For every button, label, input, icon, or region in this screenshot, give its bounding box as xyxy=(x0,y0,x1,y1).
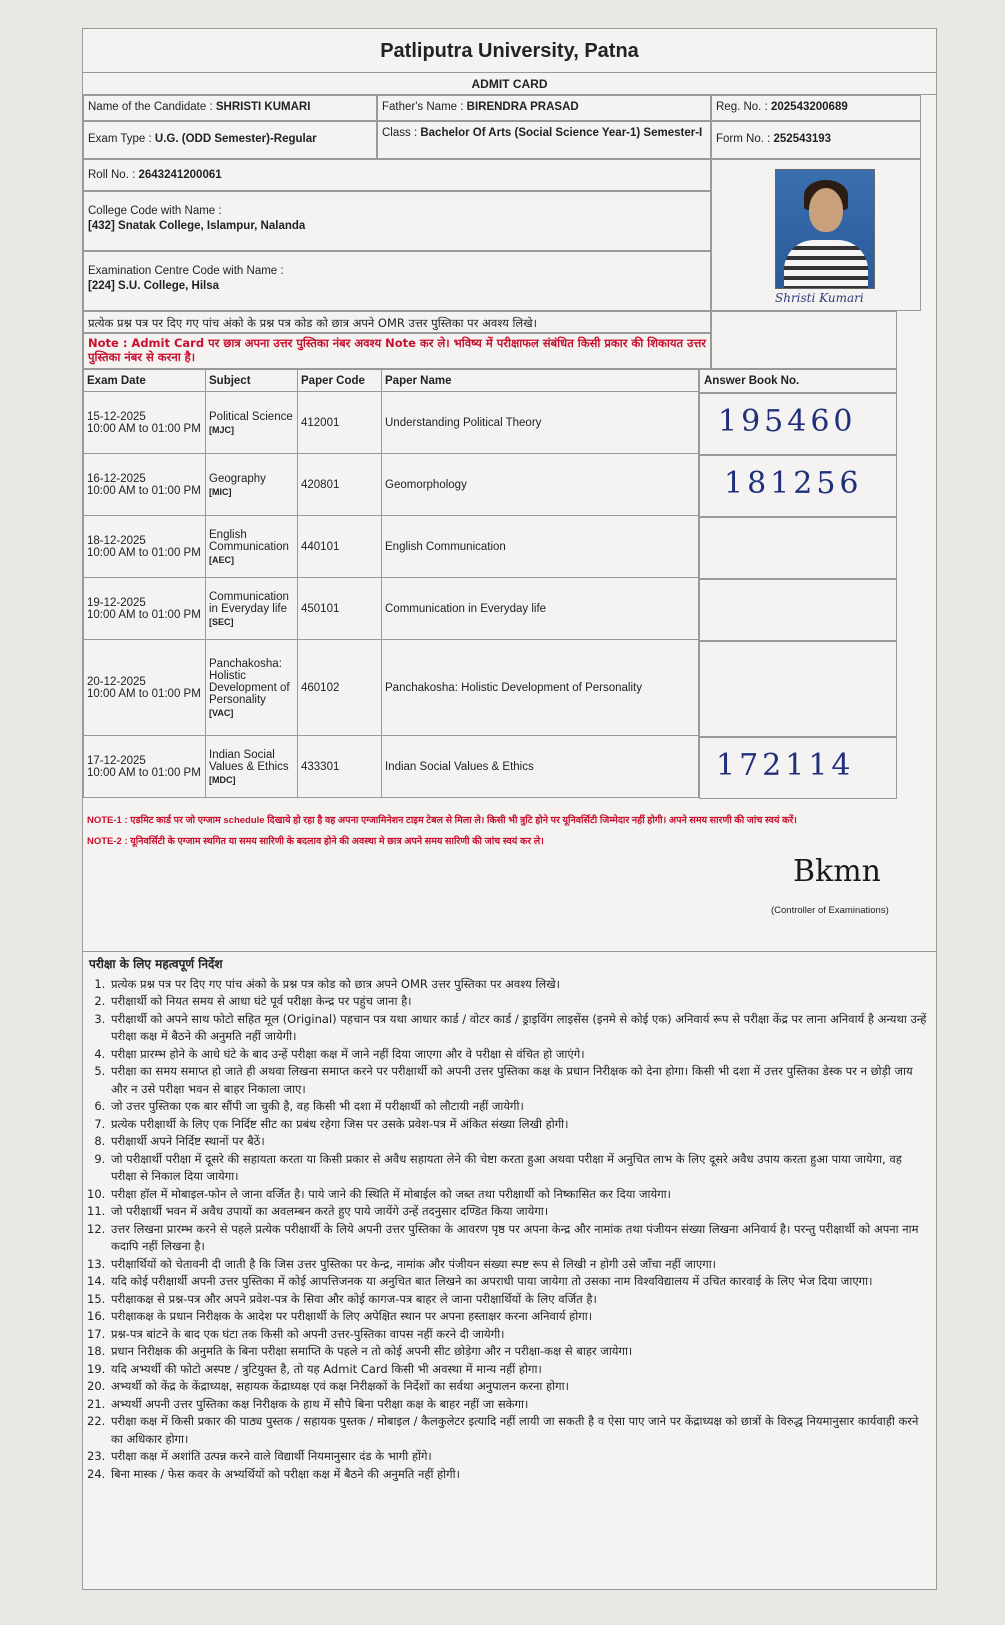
table-header-row xyxy=(84,370,699,392)
centre-name: [224] S.U. College, Hilsa xyxy=(88,280,220,292)
instructions-list xyxy=(89,976,930,1484)
father-name: BIRENDRA PRASAD xyxy=(466,101,579,113)
centre-label: Examination Centre Code with Name : xyxy=(88,265,284,277)
exam-type-label: Exam Type : xyxy=(88,133,152,145)
list-item: 11. जो परीक्षार्थी भवन में अवैध उपायों का अवलम्बन करते हुए पाये जायेंगे उन्हें तदनुसार दण्डित किया जायेगा। xyxy=(109,1203,930,1221)
exam-date: 15-12-2025 10:00 AM to 01:00 PM xyxy=(84,392,206,454)
controller-label: (Controller of Examinations) xyxy=(771,905,889,916)
paper-name: Panchakosha: Holistic Development of Personality xyxy=(382,640,699,736)
candidate-name: SHRISTI KUMARI xyxy=(215,101,311,113)
paper-code: 420801 xyxy=(298,454,382,516)
reg-no-cell xyxy=(711,95,921,121)
university-title: Patliputra University, Patna xyxy=(83,29,936,73)
list-item: 6. जो उत्तर पुस्तिका एक बार सौंपी जा चुकी है, वह किसी भी दशा में परीक्षार्थी को लौटायी नहीं जायेगी। xyxy=(109,1098,930,1116)
header-paper-code: Paper Code xyxy=(298,370,382,392)
list-item: 17. प्रश्न-पत्र बांटने के बाद एक घंटा तक किसी को अपनी उत्तर-पुस्तिका वापस नहीं करने दी जायेगी। xyxy=(109,1326,930,1344)
college-cell xyxy=(83,191,711,251)
paper-code: 433301 xyxy=(298,736,382,798)
instructions-heading: परीक्षा के लिए महत्वपूर्ण निर्देश xyxy=(89,957,223,971)
answer-book-no: 181256 xyxy=(724,466,863,501)
father-name-label: Father's Name : xyxy=(382,101,464,113)
table-row xyxy=(84,392,699,454)
answer-book-note: Note : Admit Card पर छात्र अपना उत्तर पुस्तिका नंबर अवश्य Note कर ले। भविष्य में परीक्षाफल संबंधित किसी प्रकार की शिकायत उत्तर पुस्तिका नंबर से करना है। xyxy=(83,333,711,369)
candidate-photo xyxy=(775,169,875,289)
exam-date: 18-12-2025 10:00 AM to 01:00 PM xyxy=(84,516,206,578)
header-subject: Subject xyxy=(206,370,298,392)
table-row xyxy=(84,454,699,516)
controller-signature: Bkmn xyxy=(793,854,881,889)
subject: Panchakosha: Holistic Development of Personality [VAC] xyxy=(206,640,298,736)
list-item: 1. प्रत्येक प्रश्न पत्र पर दिए गए पांच अंको के प्रश्न पत्र कोड को छात्र अपने OMR उत्तर पुस्तिका पर अवश्य लिखे। xyxy=(109,976,930,994)
list-item: 16. परीक्षाकक्ष के प्रधान निरीक्षक के आदेश पर परीक्षार्थी के लिए अपेक्षित स्थान पर अपना हस्ताक्षर करना अनिवार्य होगा। xyxy=(109,1308,930,1326)
header-answer-book: Answer Book No. xyxy=(699,369,897,393)
list-item: 22. परीक्षा कक्ष में किसी प्रकार की पाठ्य पुस्तक / सहायक पुस्तक / मोबाइल / कैलकुलेटर इत्यादि नहीं लायी जा सकती है व ऐसा पाए जाने पर केंद्राध्यक्ष को छात्रों के विरुद्ध नियमानुसार कार्यवाही करने का अधिकार होगा। xyxy=(109,1413,930,1448)
header-exam-date: Exam Date xyxy=(84,370,206,392)
subject: Indian Social Values & Ethics [MDC] xyxy=(206,736,298,798)
list-item: 19. यदि अभ्यर्थी की फोटो अस्पष्ट / त्रुटियुक्त है, तो यह Admit Card किसी भी अवस्था में मान्य नहीं होगा। xyxy=(109,1361,930,1379)
exam-date: 16-12-2025 10:00 AM to 01:00 PM xyxy=(84,454,206,516)
answer-book-cell xyxy=(699,579,897,641)
list-item: 2. परीक्षार्थी को नियत समय से आधा घंटे पूर्व परीक्षा केन्द्र पर पहुंच जाना है। xyxy=(109,993,930,1011)
exam-notes xyxy=(83,812,897,850)
answer-book-cell xyxy=(699,393,897,455)
exam-type: U.G. (ODD Semester)-Regular xyxy=(154,133,317,145)
paper-name: Communication in Everyday life xyxy=(382,578,699,640)
paper-name: Understanding Political Theory xyxy=(382,392,699,454)
paper-name: Geomorphology xyxy=(382,454,699,516)
answer-book-no: 172114 xyxy=(716,748,855,783)
subject: English Communication [AEC] xyxy=(206,516,298,578)
answer-book-cell xyxy=(699,455,897,517)
roll-no-cell xyxy=(83,159,711,191)
form-no-cell xyxy=(711,121,921,159)
list-item: 13. परीक्षार्थियों को चेतावनी दी जाती है कि जिस उत्तर पुस्तिका पर केन्द्र, नामांक और पंजीयन संख्या स्पष्ट रूप से लिखी न होगी उसे जाँचा नहीं जाएगा। xyxy=(109,1256,930,1274)
form-no-label: Form No. : xyxy=(716,133,771,145)
note-side-cell xyxy=(711,311,897,369)
table-row xyxy=(84,578,699,640)
table-row xyxy=(84,736,699,798)
answer-book-cell xyxy=(699,737,897,799)
note-2: NOTE-2 : यूनिवर्सिटी के एग्जाम स्थगित या समय सारिणी के बदलाव होने की अवस्था मे छात्र अपने समय सारिणी की जांच स्वयं कर ले। xyxy=(87,836,544,847)
class-value: Bachelor Of Arts (Social Science Year-1) Semester-I xyxy=(420,127,703,139)
list-item: 18. प्रधान निरीक्षक की अनुमति के बिना परीक्षा समाप्ति के पहले न तो कोई अपनी सीट छोड़ेगा और न परीक्षा-कक्ष से बाहर जायेगा। xyxy=(109,1343,930,1361)
omr-instruction: प्रत्येक प्रश्न पत्र पर दिए गए पांच अंको के प्रश्न पत्र कोड को छात्र अपने OMR उत्तर पुस्तिका पर अवश्य लिखे। xyxy=(83,311,711,333)
list-item: 20. अभ्यर्थी को केंद्र के केंद्राध्यक्ष, सहायक केंद्राध्यक्ष एवं कक्ष निरीक्षकों के निर्देशों का सर्वथा अनुपालन करना होगा। xyxy=(109,1378,930,1396)
college-label: College Code with Name : xyxy=(88,205,222,217)
form-no: 252543193 xyxy=(773,133,832,145)
subject: Geography [MIC] xyxy=(206,454,298,516)
paper-code: 450101 xyxy=(298,578,382,640)
class-cell xyxy=(377,121,711,159)
list-item: 9. जो परीक्षार्थी परीक्षा में दूसरे की सहायता करता या किसी प्रकार से अवैध सहायता लेने की चेष्टा करता हुआ अथवा परीक्षा में अनुचित लाभ के लिए दूसरे अवैध उपाय करता हुआ पाया जायेगा, वह परीक्षा से निकाल दिया जायेगा। xyxy=(109,1151,930,1186)
admit-card-heading: ADMIT CARD xyxy=(83,73,936,95)
candidate-name-label: Name of the Candidate : xyxy=(88,101,213,113)
list-item: 5. परीक्षा का समय समाप्त हो जाते ही अथवा लिखना समाप्त करने पर परीक्षार्थी को अपनी उत्तर पुस्तिका कक्ष के प्रधान निरीक्षक को देना होगा। किसी भी दशा में उत्तर पुस्तिका डेस्क पर न छोड़ी जाय और न उसे परीक्षा भवन से बाहर निकाला जाए। xyxy=(109,1063,930,1098)
table-row xyxy=(84,640,699,736)
subject: Political Science [MJC] xyxy=(206,392,298,454)
college-name: [432] Snatak College, Islampur, Nalanda xyxy=(88,220,306,232)
list-item: 23. परीक्षा कक्ष में अशांति उत्पन्न करने वाले विद्यार्थी नियमानुसार दंड के भागी होंगे। xyxy=(109,1448,930,1466)
list-item: 4. परीक्षा प्रारम्भ होने के आधे घंटे के बाद उन्हें परीक्षा कक्ष में जाने नहीं दिया जाएगा और वे परीक्षा से वंचित हो जाएंगे। xyxy=(109,1046,930,1064)
reg-no-label: Reg. No. : xyxy=(716,101,768,113)
table-row xyxy=(84,516,699,578)
note-1: NOTE-1 : एडमिट कार्ड पर जो एग्जाम schedule दिखाये हो रहा है वह अपना एग्जामिनेशन टाइम टेबल से मिला ले। किसी भी त्रुटि होने पर यूनिवर्सिटी जिम्मेदार नहीं होगी। अपने समय सारणी की जांच स्वयं करें। xyxy=(87,815,797,826)
class-label: Class : xyxy=(382,127,418,139)
admit-card xyxy=(82,28,937,1590)
header-paper-name: Paper Name xyxy=(382,370,699,392)
list-item: 12. उत्तर लिखना प्रारम्भ करने से पहले प्रत्येक परीक्षार्थी के लिये अपनी उत्तर पुस्तिका के आवरण पृष्ठ पर अपना केन्द्र और नामांक तथा पंजीयन संख्या लिखना अनिवार्य है। परन्तु परीक्षार्थी को अपना नाम कदापि नहीं लिखना है। xyxy=(109,1221,930,1256)
answer-book-cell xyxy=(699,641,897,737)
list-item: 24. बिना मास्क / फेस कवर के अभ्यर्थियों को परीक्षा कक्ष में बैठने की अनुमति नहीं होगी। xyxy=(109,1466,930,1484)
paper-code: 440101 xyxy=(298,516,382,578)
candidate-signature: Shristi Kumari xyxy=(775,291,864,305)
reg-no: 202543200689 xyxy=(770,101,848,113)
list-item: 15. परीक्षाकक्ष से प्रश्न-पत्र और अपने प्रवेश-पत्र के सिवा और कोई कागज-पत्र बाहर ले जाना परीक्षार्थियों के लिए वर्जित है। xyxy=(109,1291,930,1309)
roll-no: 2643241200061 xyxy=(138,169,222,181)
roll-no-label: Roll No. : xyxy=(88,169,136,181)
answer-book-cell xyxy=(699,517,897,579)
paper-name: English Communication xyxy=(382,516,699,578)
list-item: 21. अभ्यर्थी अपनी उत्तर पुस्तिका कक्ष निरीक्षक के हाथ में सौपे बिना परीक्षा कक्ष के बाहर नहीं जा सकेगा। xyxy=(109,1396,930,1414)
exam-schedule-table xyxy=(83,369,699,798)
list-item: 3. परीक्षार्थी को अपने साथ फोटो सहित मूल (Original) पहचान पत्र यथा आधार कार्ड / वोटर कार्ड / ड्राइविंग लाइसेंस (इनमे से कोई एक) अनिवार्य रूप से परीक्षा केंद्र पर लाना अनिवार्य है अन्यथा उन्हें परीक्षा कक्ष में बैठने की अनुमति नहीं जायेगी। xyxy=(109,1011,930,1046)
list-item: 14. यदि कोई परीक्षार्थी अपनी उत्तर पुस्तिका में कोई आपत्तिजनक या अनुचित बात लिखने का अपराधी पाया जायेगा तो उसका नाम विश्वविद्यालय में उचित कारवाई के लिए भेज दिया जाएगा। xyxy=(109,1273,930,1291)
exam-date: 19-12-2025 10:00 AM to 01:00 PM xyxy=(84,578,206,640)
exam-instructions xyxy=(83,951,936,1487)
list-item: 8. परीक्षार्थी अपने निर्दिष्ट स्थानों पर बैठें। xyxy=(109,1133,930,1151)
paper-code: 412001 xyxy=(298,392,382,454)
exam-date: 20-12-2025 10:00 AM to 01:00 PM xyxy=(84,640,206,736)
list-item: 7. प्रत्येक परीक्षार्थी के लिए एक निर्दिष्ट सीट का प्रबंध रहेगा जिस पर उसके प्रवेश-पत्र में अंकित संख्या लिखी होगी। xyxy=(109,1116,930,1134)
candidate-name-cell xyxy=(83,95,377,121)
list-item: 10. परीक्षा हॉल में मोबाइल-फोन ले जाना वर्जित है। पाये जाने की स्थिति में मोबाईल को जब्त तथा परीक्षार्थी को निष्कासित कर दिया जायेगा। xyxy=(109,1186,930,1204)
exam-type-cell xyxy=(83,121,377,159)
centre-cell xyxy=(83,251,711,311)
paper-code: 460102 xyxy=(298,640,382,736)
paper-name: Indian Social Values & Ethics xyxy=(382,736,699,798)
exam-date: 17-12-2025 10:00 AM to 01:00 PM xyxy=(84,736,206,798)
father-name-cell xyxy=(377,95,711,121)
subject: Communication in Everyday life [SEC] xyxy=(206,578,298,640)
answer-book-no: 195460 xyxy=(718,404,857,439)
